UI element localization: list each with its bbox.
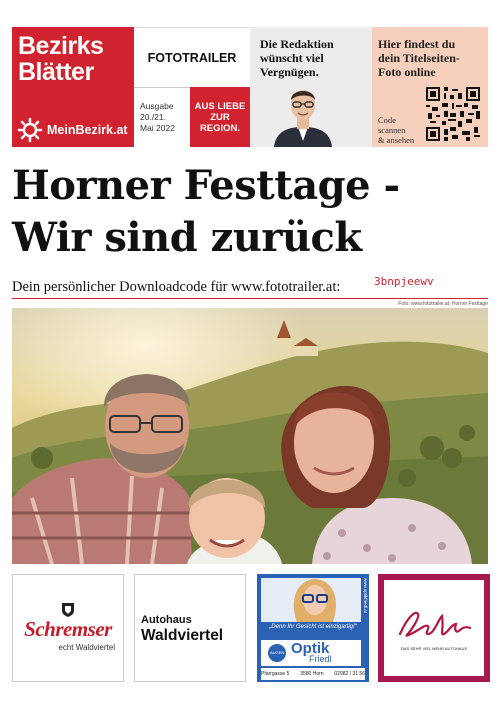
divider — [12, 298, 488, 299]
headline-line2: Wir sind zurück — [12, 214, 362, 261]
download-info-box — [372, 27, 488, 147]
ad-optik-brand: Optik — [291, 640, 330, 657]
download-info-line3: Foto online — [378, 65, 436, 79]
ad-optik-address: Pfarrgasse 5 — [261, 671, 290, 677]
download-code-value[interactable]: 3bnpjeewv — [374, 275, 434, 288]
editor-message-line1: Die Redaktion — [260, 37, 334, 51]
ad-schremser[interactable] — [12, 574, 124, 682]
editor-message-box — [250, 27, 372, 147]
ad-optik-brand-small: AUGEN — [270, 650, 285, 655]
editor-portrait — [268, 83, 338, 147]
qr-code-icon[interactable] — [426, 87, 480, 141]
issue-label: Ausgabe — [140, 101, 174, 111]
ad-optik-slogan: „Denn Ihr Gesicht ist einzigartig!“ — [269, 624, 357, 630]
ad-autohaus-line1: Autohaus — [141, 614, 192, 626]
qr-caption — [378, 115, 414, 145]
issue-number: 20./21. — [140, 112, 166, 122]
ad-lehr-panel — [384, 580, 484, 676]
download-info-text — [378, 37, 486, 79]
lehr-logo-icon — [394, 606, 474, 642]
editor-message-line3: Vergnügen. — [260, 65, 319, 79]
product-label: FOTOTRAILER — [134, 27, 250, 88]
brand-block — [12, 27, 134, 147]
ad-schremser-name: Schremser — [24, 617, 112, 641]
ad-schremser-tagline: echt Waldviertel — [58, 643, 115, 652]
ad-optik-brand-name: Friedl — [309, 654, 332, 664]
slogan-badge — [190, 87, 250, 147]
sun-logo-icon — [17, 117, 43, 143]
brand-site[interactable]: MeinBezirk.at — [47, 123, 128, 137]
ad-autohaus-line2: Waldviertel — [141, 627, 224, 644]
ad-optik-friedl[interactable] — [257, 574, 369, 682]
headline-line1: Horner Festtage - — [12, 162, 400, 209]
ad-autohaus-waldviertel[interactable] — [134, 574, 246, 682]
qr-caption-line3: & ansehen — [378, 135, 415, 145]
ad-lehr[interactable] — [378, 574, 490, 682]
slogan-line1: AUS LIEBE — [194, 100, 246, 112]
editor-message — [260, 37, 370, 79]
qr-caption-line1: Code — [378, 115, 396, 125]
download-info-line1: Hier findest du — [378, 37, 456, 51]
brand-site-bar — [12, 113, 134, 147]
slogan-line3: REGION. — [199, 122, 241, 134]
brand-title-line2: Blätter — [18, 58, 94, 86]
brand-title-line1: Bezirks — [18, 32, 104, 60]
photo-credit: Foto: www.fototrailer.at, Horner Festtage — [398, 301, 488, 307]
ad-optik-url: www.optikfriedl.at — [363, 578, 368, 614]
ad-optik-city: 3580 Horn — [300, 671, 324, 677]
ad-optik-contact — [261, 671, 365, 677]
cover-photo — [12, 308, 488, 564]
headline — [12, 160, 492, 264]
editor-message-line2: wünscht viel — [260, 51, 324, 65]
slogan-line2: ZUR — [210, 111, 230, 123]
download-info-line2: dein Titelseiten- — [378, 51, 460, 65]
qr-caption-line2: scannen — [378, 125, 406, 135]
crest-icon — [58, 603, 78, 617]
ad-lehr-tagline: DAS SEHR VIEL MEHR AUTOHAUS — [400, 646, 467, 651]
ad-optik-phone: 02982 / 31 56 — [334, 671, 365, 677]
brand-title — [18, 33, 103, 85]
issue-info — [134, 87, 190, 148]
download-code-label: Dein persönlicher Downloadcode für www.fototrailer.at: — [12, 279, 341, 295]
issue-date: Mai 2022 — [140, 123, 175, 133]
